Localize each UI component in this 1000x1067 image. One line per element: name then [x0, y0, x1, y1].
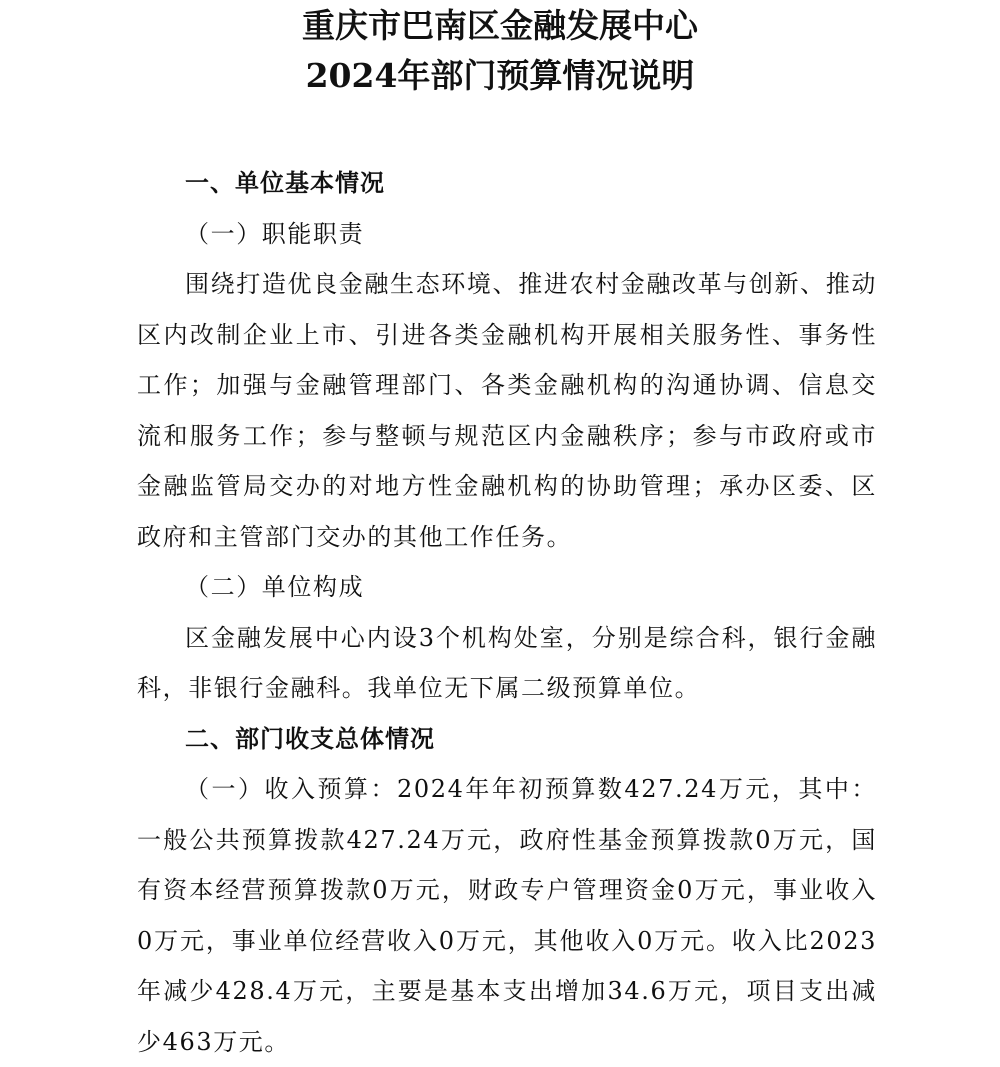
subheading-composition: （二）单位构成 [185, 573, 365, 601]
section-heading-basic-info: 一、单位基本情况 [185, 169, 385, 197]
subheading-duties: （一）职能职责 [185, 219, 365, 248]
section-heading-budget-overview: 二、部门收支总体情况 [185, 724, 435, 753]
document-title-line-2: 2024年部门预算情况说明 [305, 56, 695, 95]
paragraph-duties: 围绕打造优良金融生态环境、推进农村金融改革与创新、推动区内改制企业上市、引进各类金融机构开展相关服务性、事务性工作；加强与金融管理部门、各类金融机构的沟通协调、信息交流和服务工作；参与整顿与规范区内金融秩序；参与市政府或市金融监管局交办的对地方性金融机构的协助管理；承办区委、区政府和主管部门交办的其他工作任务。 [137, 270, 877, 551]
document-title-line-1: 重庆市巴南区金融发展中心 [302, 6, 698, 45]
document-body [137, 158, 877, 1067]
paragraph-composition: 区金融发展中心内设3个机构处室，分别是综合科，银行金融科，非银行金融科。我单位无下属二级预算单位。 [137, 623, 877, 702]
paragraph-income-budget: （一）收入预算：2024年年初预算数427.24万元，其中：一般公共预算拨款427.24万元，政府性基金预算拨款0万元，国有资本经营预算拨款0万元，财政专户管理资金0万元，事业收入0万元，事业单位经营收入0万元，其他收入0万元。收入比2023年减少428.4万元，主要是基本支出增加34.6万元，项目支出减少463万元。 [137, 775, 877, 1056]
